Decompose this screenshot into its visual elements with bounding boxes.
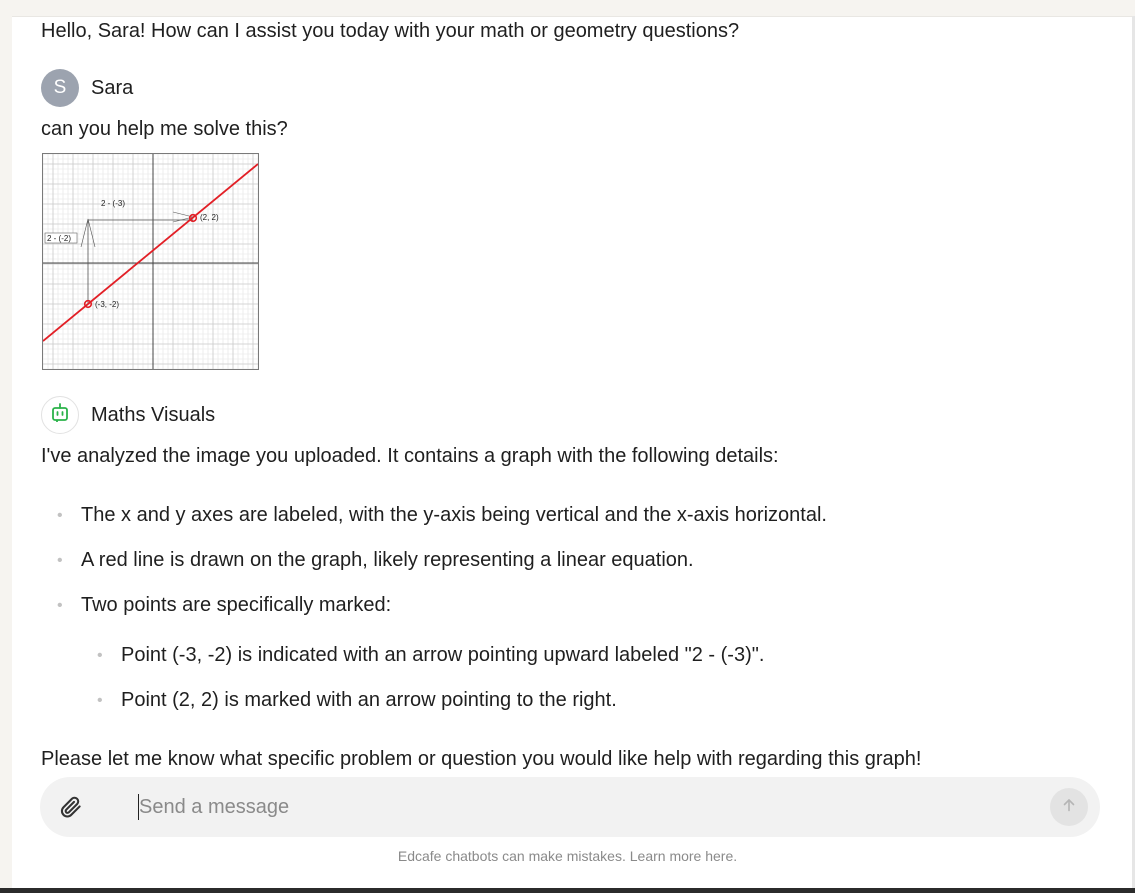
window-bottom-border [0, 888, 1135, 893]
message-composer [40, 777, 1100, 837]
list-item-text: Two points are specifically marked: [81, 594, 392, 616]
send-button[interactable] [1050, 788, 1088, 826]
list-item-text: A red line is drawn on the graph, likely representing a linear equation. [81, 549, 694, 571]
bullet-icon: • [57, 597, 63, 614]
arrow-up-icon [1061, 797, 1077, 818]
bot-greeting-message: Hello, Sara! How can I assist you today with your math or geometry questions? [41, 20, 740, 42]
list-item [57, 504, 827, 527]
disclaimer-text: Edcafe chatbots can make mistakes. Learn more here. [397, 848, 738, 864]
rise-label: 2 - (-3) [101, 199, 125, 208]
sub-list-item-text: Point (2, 2) is marked with an arrow pointing to the right. [121, 689, 617, 711]
bullet-icon: • [97, 647, 103, 664]
bullet-icon: • [57, 552, 63, 569]
bullet-icon: • [57, 507, 63, 524]
list-item-text: The x and y axes are labeled, with the y-axis being vertical and the x-axis horizontal. [81, 504, 827, 526]
sub-list-item [97, 644, 765, 667]
run-label: 2 - (-2) [47, 234, 71, 243]
bot-outro-text: Please let me know what specific problem or question you would like help with regarding this graph! [41, 748, 922, 770]
bot-name: Maths Visuals [91, 403, 216, 426]
user-name: Sara [91, 76, 134, 99]
uploaded-graph-image[interactable] [42, 153, 259, 370]
user-message: can you help me solve this? [41, 118, 288, 140]
graph-drawing [43, 154, 258, 369]
bot-intro-text: I've analyzed the image you uploaded. It contains a graph with the following details: [41, 445, 779, 467]
bot-avatar [41, 396, 79, 434]
sub-list-item [97, 689, 617, 712]
point-b-label: (2, 2) [200, 213, 219, 222]
list-item [57, 594, 392, 617]
message-input[interactable] [139, 791, 1039, 823]
paperclip-icon[interactable] [58, 794, 84, 820]
sub-list-item-text: Point (-3, -2) is indicated with an arrow pointing upward labeled "2 - (-3)". [121, 644, 765, 666]
bot-header [41, 396, 215, 434]
user-avatar: S [41, 69, 79, 107]
user-header [41, 69, 133, 107]
red-line [43, 164, 258, 341]
point-a-label: (-3, -2) [95, 300, 119, 309]
list-item [57, 549, 694, 572]
bullet-icon: • [97, 692, 103, 709]
robot-icon [49, 402, 71, 429]
